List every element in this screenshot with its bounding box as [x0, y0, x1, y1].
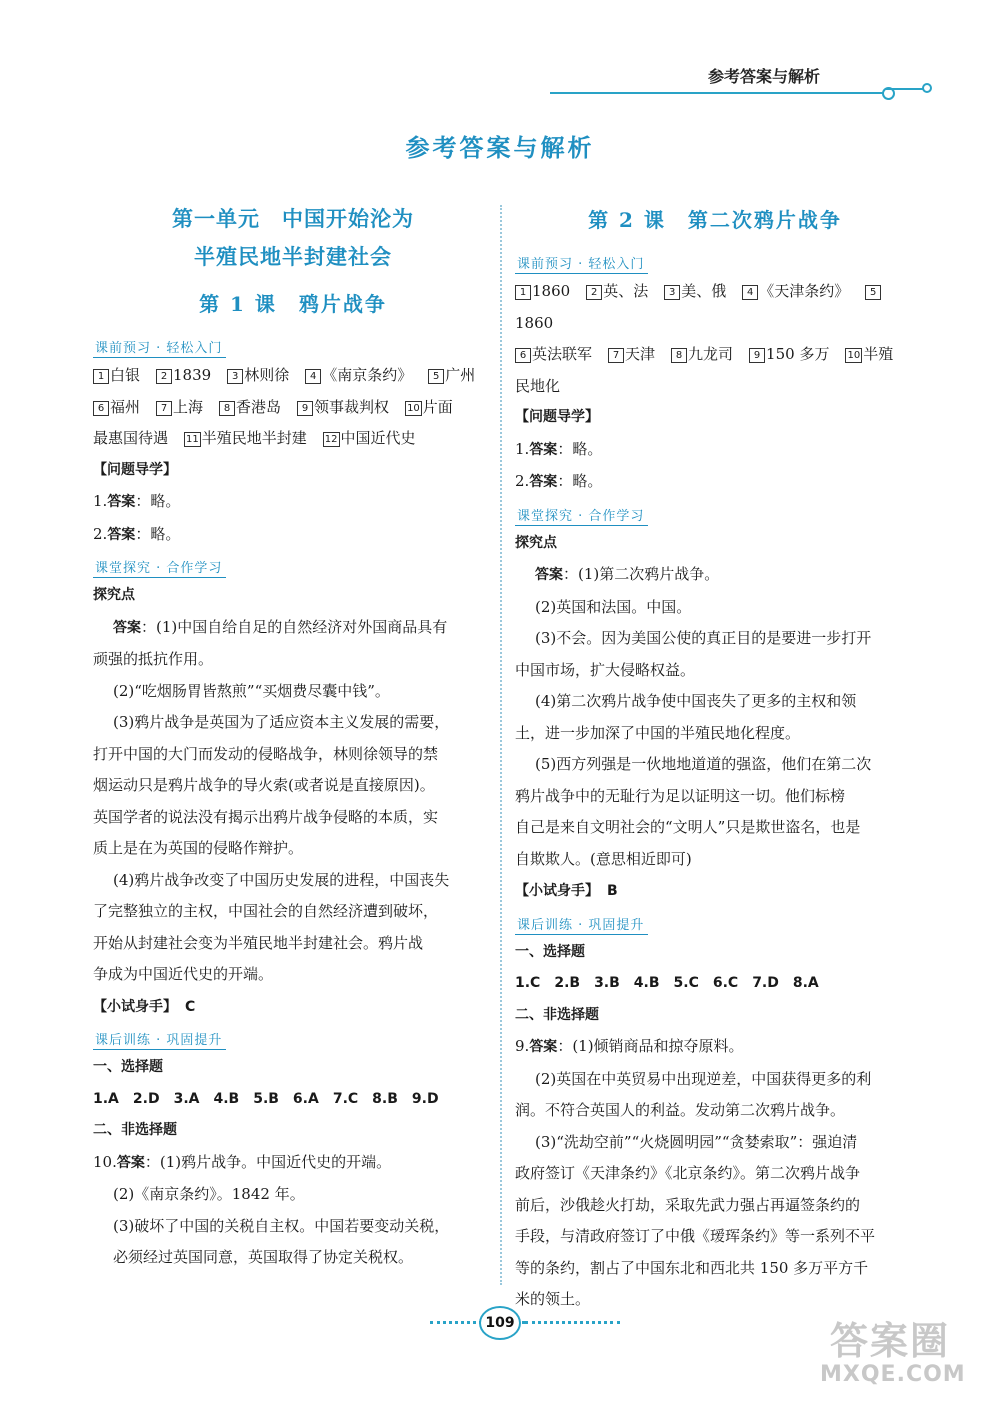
answer-number: 2	[156, 369, 172, 384]
explore-text: 中国市场，扩大侵略权益。	[515, 660, 696, 679]
unit-title-line-2: 半殖民地半封建社会	[194, 245, 392, 269]
preview-answer: 福州	[110, 397, 141, 416]
choice-heading: 一、选择题	[93, 1059, 163, 1075]
answer-number: 8	[671, 348, 687, 363]
explore-text: 自欺欺人。(意思相近即可)	[515, 849, 692, 868]
page-number: 109	[479, 1306, 521, 1340]
answer-number: 5	[428, 369, 444, 384]
q9-answer: 米的领土。	[515, 1290, 591, 1308]
section-tag-class: 课堂探究 · 合作学习	[515, 505, 648, 526]
preview-answer: 中国近代史	[340, 429, 416, 447]
preview-answer: 1860	[532, 282, 571, 300]
explore-text: (2)英国和法国。中国。	[535, 597, 692, 616]
explore-text: (5)西方列强是一伙地地道道的强盗，他们在第二次	[535, 755, 872, 773]
quiz-answer: 【小试身手】 C	[93, 998, 196, 1015]
preview-answer: 美、俄	[681, 282, 727, 300]
answer-number: 7	[608, 348, 624, 363]
explore-text: 顽强的抵抗作用。	[93, 650, 214, 668]
preview-answer: 香港岛	[236, 397, 282, 416]
q9-answer: 手段，与清政府签订了中俄《瑷珲条约》等一系列不平	[515, 1227, 876, 1245]
lesson-1-title: 第 1 课 鸦片战争	[199, 292, 387, 316]
q10-answer: 必须经过英国同意，英国取得了协定关税权。	[113, 1248, 414, 1266]
preview-answer: 天津	[625, 345, 656, 363]
section-tag-class: 课堂探究 · 合作学习	[93, 557, 226, 578]
choice-heading: 一、选择题	[515, 943, 585, 960]
q9-answer: (3)“洗劫空前”“火烧圆明园”“贪婪索取”：强迫清	[535, 1132, 858, 1151]
answer-number: 9	[297, 401, 313, 416]
preview-answer: 《天津条约》	[759, 282, 850, 300]
preview-answer: 半殖	[863, 345, 894, 363]
preview-line-2	[93, 392, 493, 424]
answer-number: 1	[93, 369, 109, 384]
answer-number: 12	[324, 434, 338, 445]
explore-heading: 探究点	[93, 587, 135, 603]
section-tag-preview: 课前预习 · 轻松入门	[93, 337, 226, 358]
q9-answer: 等的条约，割占了中国东北和西北共 150 多万平方千	[515, 1258, 869, 1277]
preview-answer: 1839	[173, 366, 212, 384]
guide-answer-1: 1.答案：略。	[515, 439, 603, 458]
guide-answer-2: 2.答案：略。	[93, 524, 181, 543]
answer-number: 4	[742, 285, 758, 300]
explore-text: 答案：(1)第二次鸦片战争。	[535, 565, 720, 583]
header-rule-extension	[886, 88, 926, 90]
preview-answer: 半殖民地半封建	[201, 429, 307, 447]
explore-text: (3)不会。因为美国公使的真正目的是要进一步打开	[535, 629, 872, 647]
page-title: 参考答案与解析	[405, 134, 595, 162]
explore-text: (4)第二次鸦片战争使中国丧失了更多的主权和领	[535, 692, 857, 710]
explore-text: 英国学者的说法没有揭示出鸦片战争侵略的本质，实	[93, 807, 439, 826]
answer-number: 5	[865, 285, 881, 300]
preview-answer: 白银	[110, 366, 141, 384]
q9-answer: 9.答案：(1)倾销商品和掠夺原料。	[515, 1037, 744, 1055]
running-header-text: 参考答案与解析	[707, 67, 820, 86]
lesson-2-title: 第 2 课 第二次鸦片战争	[588, 208, 842, 232]
answer-number: 8	[219, 401, 235, 416]
preview-answer: 最惠国待遇	[93, 429, 169, 447]
answer-number: 3	[664, 285, 680, 300]
preview-answer: 英、法	[603, 282, 649, 300]
q10-answer: 10.答案：(1)鸦片战争。中国近代史的开端。	[93, 1152, 392, 1171]
watermark-url: MXQE.COM	[820, 1362, 966, 1387]
preview-answer: 150 多万	[766, 345, 830, 363]
section-tag-after-class: 课后训练 · 巩固提升	[93, 1029, 226, 1050]
answer-number: 10	[847, 350, 861, 361]
preview-answer: 《南京条约》	[322, 366, 413, 384]
answer-number: 11	[186, 434, 199, 445]
column-divider	[500, 205, 502, 1285]
header-rule	[550, 92, 886, 94]
running-header	[550, 58, 940, 98]
preview-answer: 英法联军	[532, 345, 593, 363]
section-tag-after-class: 课后训练 · 巩固提升	[515, 914, 648, 935]
choice-answers: 1.C 2.B 3.B 4.B 5.C 6.C 7.D 8.A	[515, 975, 819, 991]
preview-answer: 上海	[173, 397, 204, 416]
explore-text: (4)鸦片战争改变了中国历史发展的进程，中国丧失	[113, 870, 450, 889]
q9-answer: 前后，沙俄趁火打劫，采取先武力强占再逼签条约的	[515, 1195, 861, 1214]
explore-text: 打开中国的大门而发动的侵略战争，林则徐领导的禁	[93, 744, 439, 763]
explore-text: 答案：(1)中国自给自足的自然经济对外国商品具有	[113, 617, 448, 636]
q9-answer: 政府签订《天津条约》《北京条约》。第二次鸦片战争	[515, 1164, 861, 1182]
preview-answer: 广州	[445, 366, 476, 384]
preview-line-3	[515, 371, 915, 403]
choice-answers: 1.A 2.D 3.A 4.B 5.B 6.A 7.C 8.B 9.D	[93, 1090, 439, 1107]
preview-answer: 林则徐	[244, 366, 290, 384]
watermark-logo: 答案圈	[830, 1319, 951, 1363]
preview-answer: 片面	[422, 397, 453, 416]
quiz-answer: 【小试身手】 B	[515, 883, 618, 899]
guide-heading: 【问题导学】	[93, 461, 177, 478]
footer-dots-right	[525, 1321, 620, 1324]
preview-answer: 民地化	[515, 376, 561, 395]
nonchoice-heading: 二、非选择题	[515, 1006, 599, 1023]
answer-number: 2	[586, 285, 602, 300]
explore-text: 土，进一步加深了中国的半殖民地化程度。	[515, 723, 801, 742]
explore-text: (3)鸦片战争是英国为了适应资本主义发展的需要，	[113, 713, 450, 731]
explore-text: 鸦片战争中的无耻行为足以证明这一切。他们标榜	[515, 786, 846, 805]
answer-number: 6	[515, 348, 531, 363]
explore-text: 质上是在为英国的侵略作辩护。	[93, 839, 304, 857]
guide-heading: 【问题导学】	[515, 409, 599, 425]
right-column	[515, 200, 915, 1316]
explore-heading: 探究点	[515, 534, 557, 551]
preview-line-1	[93, 360, 493, 392]
explore-text: 争成为中国近代史的开端。	[93, 965, 274, 983]
unit-title-line-1: 第一单元 中国开始沦为	[172, 207, 414, 231]
preview-line-1	[515, 276, 915, 339]
answer-number: 7	[156, 401, 172, 416]
guide-answer-2: 2.答案：略。	[515, 472, 603, 490]
answer-number: 10	[407, 402, 420, 414]
preview-answer: 1860	[515, 313, 554, 332]
explore-text: (2)“吃烟肠胃皆熬煎”“买烟费尽囊中钱”。	[113, 681, 390, 700]
q9-answer: 润。不符合英国人的利益。发动第二次鸦片战争。	[515, 1101, 846, 1119]
explore-text: 烟运动只是鸦片战争的导火索(或者说是直接原因)。	[93, 776, 435, 794]
explore-text: 了完整独立的主权，中国社会的自然经济遭到破坏，	[93, 902, 439, 920]
guide-answer-1: 1.答案：略。	[93, 492, 181, 510]
preview-answer: 九龙司	[688, 345, 734, 363]
preview-line-3	[93, 423, 493, 455]
answer-number: 3	[227, 369, 243, 384]
explore-text: 开始从封建社会变为半殖民地半封建社会。鸦片战	[93, 933, 424, 952]
answer-number: 1	[515, 285, 531, 300]
header-small-circle-icon	[922, 83, 932, 93]
preview-answer: 领事裁判权	[314, 397, 390, 416]
left-column	[93, 200, 493, 1274]
answer-number: 4	[305, 369, 321, 384]
explore-text: 自己是来自文明社会的“文明人”只是欺世盗名，也是	[515, 818, 861, 836]
nonchoice-heading: 二、非选择题	[93, 1122, 177, 1138]
section-tag-preview: 课前预习 · 轻松入门	[515, 253, 648, 274]
q9-answer: (2)英国在中英贸易中出现逆差，中国获得更多的利	[535, 1069, 872, 1088]
q10-answer: (2)《南京条约》。1842 年。	[113, 1185, 305, 1203]
answer-number: 6	[93, 401, 109, 416]
q10-answer: (3)破坏了中国的关税自主权。中国若要变动关税，	[113, 1216, 450, 1235]
preview-line-2	[515, 339, 915, 371]
answer-number: 9	[749, 348, 765, 363]
